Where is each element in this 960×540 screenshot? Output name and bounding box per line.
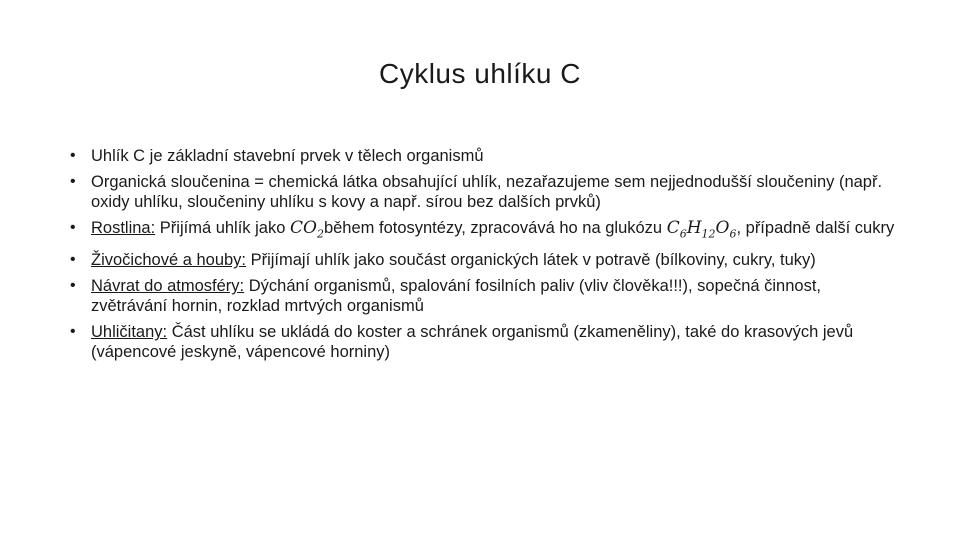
bullet-list [70, 146, 900, 368]
formula-glucose [666, 218, 737, 241]
formula-co2-sub: 2 [316, 227, 324, 241]
bullet-item-animals-fungi [70, 250, 900, 270]
bullet-item-carbon-basic [70, 146, 900, 166]
formula-glucose-h: H [686, 218, 702, 238]
bullet-dot-icon: • [70, 277, 76, 295]
bullet-lead-animals: Živočichové a houby: [91, 251, 247, 270]
bullet-text: , případně další cukry [736, 219, 895, 237]
bullet-item-carbonates [70, 322, 900, 362]
bullet-text: Dýchání organismů, spalování fosilních paliv (vliv člověka!!!), sopečná činnost, zvětrávání hornin, rozklad mrtvých organismů [91, 277, 821, 316]
bullet-dot-icon: • [70, 323, 76, 341]
bullet-text: během fotosyntézy, zpracovává ho na glukózu [323, 219, 667, 237]
slide-title: Cyklus uhlíku C [378, 58, 581, 89]
bullet-lead-carbonates: Uhličitany: [91, 323, 168, 342]
bullet-text: Organická sloučenina = chemická látka obsahující uhlík, nezařazujeme sem nejjednodušší sloučeniny (např. oxidy uhlíku, sloučeniny uhlíku s kovy a např. sírou bez dalších prvků) [91, 173, 883, 211]
bullet-item-organic-compound [70, 172, 900, 212]
bullet-text: Přijímá uhlík jako [155, 219, 290, 237]
bullet-text: Uhlík C je základní stavební prvek v tělech organismů [91, 147, 484, 165]
formula-co2-base: CO [290, 218, 317, 238]
bullet-item-return-atmosphere [70, 276, 900, 316]
bullet-text: Přijímají uhlík jako součást organických látek v potravě (bílkoviny, cukry, tuky) [246, 251, 816, 270]
bullet-dot-icon: • [70, 219, 76, 236]
bullet-lead-plant: Rostlina: [91, 219, 156, 237]
bullet-dot-icon: • [70, 251, 76, 269]
formula-glucose-c-sub: 6 [679, 227, 687, 241]
bullet-lead-atmosphere: Návrat do atmosféry: [91, 277, 245, 296]
bullet-dot-icon: • [70, 147, 76, 164]
formula-glucose-o: O [715, 218, 730, 238]
formula-co2 [290, 218, 324, 241]
formula-glucose-h-sub: 12 [701, 227, 716, 241]
bullet-text: Část uhlíku se ukládá do koster a schránek organismů (zkameněliny), také do krasových jevů (vápencové jeskyně, vápencové horniny) [91, 323, 854, 362]
bullet-dot-icon: • [70, 173, 76, 190]
formula-glucose-c: C [666, 218, 680, 238]
bullet-item-plant [70, 218, 900, 244]
formula-glucose-o-sub: 6 [729, 227, 737, 241]
